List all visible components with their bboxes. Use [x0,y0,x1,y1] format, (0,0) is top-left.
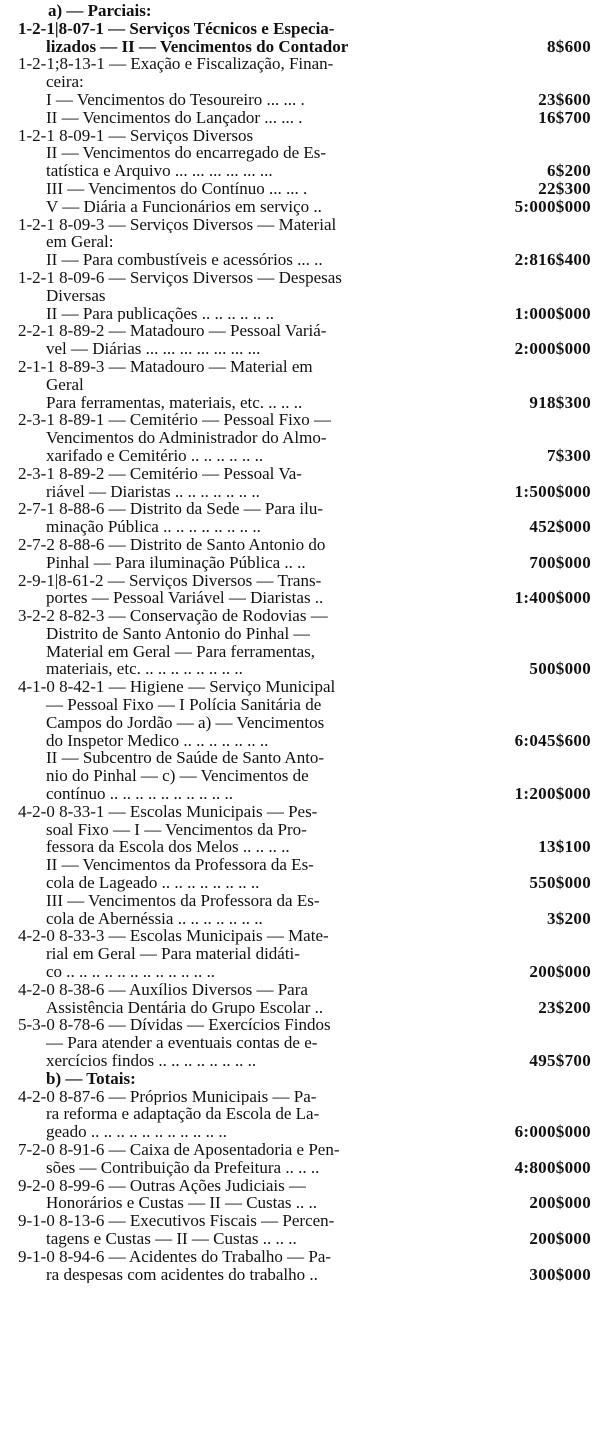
line-text: geado .. .. .. .. .. .. .. .. .. .. .. [46,1123,227,1141]
amount-value: 1:500$000 [514,482,591,501]
line-text: vel — Diárias ... ... ... ... ... ... ... [46,340,261,358]
budget-line [18,394,595,412]
line-text: riável — Diaristas .. .. .. .. .. .. .. [46,482,260,501]
line-text: — Para atender a eventuais contas de e- [46,1034,318,1053]
amount-value: 5:000$000 [514,197,591,216]
amount-value: 8$600 [547,37,591,56]
line-text: II — Subcentro de Saúde de Santo Anto- [46,749,325,768]
line-text: ra despesas com acidentes do trabalho .. [46,1265,318,1284]
line-text: 4-2-0 8-87-6 — Próprios Municipais — Pa- [18,1087,317,1106]
budget-line [18,1070,595,1088]
budget-line [18,589,595,607]
budget-line [18,625,595,643]
line-text: 4-2-0 8-38-6 — Auxílios Diversos — Para [18,980,308,999]
line-text: contínuo .. .. .. .. .. .. .. .. .. .. [46,785,233,803]
line-text: soal Fixo — I — Vencimentos da Pro- [46,820,307,839]
budget-line [18,1141,595,1159]
line-text: em Geral: [46,233,114,252]
budget-line [18,1123,595,1141]
amount-value: 700$000 [529,553,591,572]
line-text: II — Para combustíveis e acessórios ... .. [46,251,323,269]
line-text: 9-1-0 8-13-6 — Executivos Fiscais — Percen- [18,1212,335,1230]
line-text: III — Vencimentos do Contínuo ... ... . [46,179,308,198]
budget-line [18,1212,595,1230]
budget-line [18,945,595,963]
line-text: Campos do Jordão — a) — Vencimentos [46,713,325,732]
amount-value: 200$000 [529,1229,591,1248]
budget-line [18,500,595,518]
budget-line [18,554,595,572]
budget-line [18,144,595,162]
line-text: II — Para publicações .. .. .. .. .. .. [46,304,275,323]
line-text: 1-2-1 8-09-6 — Serviços Diversos — Despesas [18,268,342,287]
budget-line [18,803,595,821]
line-text: — Pessoal Fixo — I Polícia Sanitária de [46,696,322,714]
line-text: 7-2-0 8-91-6 — Caixa de Aposentadoria e Pen- [18,1141,340,1159]
line-text: 1-2-1 8-09-1 — Serviços Diversos [18,126,254,145]
line-text: sões — Contribuição da Prefeitura .. .. .. [46,1158,320,1177]
line-text: 1-2-1;8-13-1 — Exação e Fiscalização, Finan- [18,55,334,74]
line-text: 2-1-1 8-89-3 — Matadouro — Material em [18,357,313,376]
budget-line [18,643,595,661]
line-text: Geral [46,375,84,394]
budget-line [18,269,595,287]
line-text: lizados — II — Vencimentos do Contador [46,37,349,56]
line-text: Assistência Dentária do Grupo Escolar .. [46,998,324,1017]
line-text: 2-3-1 8-89-1 — Cemitério — Pessoal Fixo — [18,411,332,430]
line-text: tatística e Arquivo ... ... ... ... ... ... [46,162,273,180]
budget-line [18,767,595,785]
budget-line [18,287,595,305]
amount-value: 1:000$000 [514,304,591,323]
amount-value: 495$700 [529,1052,591,1070]
budget-line [18,1230,595,1248]
line-text: II — Vencimentos da Professora da Es- [46,856,314,875]
budget-line [18,127,595,145]
budget-line [18,198,595,216]
budget-line [18,874,595,892]
amount-value: 1:400$000 [514,589,591,608]
line-text: cola de Lageado .. .. .. .. .. .. .. .. [46,874,260,892]
budget-line [18,714,595,732]
budget-line [18,109,595,127]
budget-line [18,1194,595,1212]
budget-line [18,73,595,91]
budget-line [18,821,595,839]
line-text: nio do Pinhal — c) — Vencimentos de [46,767,309,786]
budget-line [18,927,595,945]
amount-value: 7$300 [547,446,591,465]
amount-value: 23$600 [538,90,591,109]
line-text: fessora da Escola dos Melos .. .. .. .. [46,838,290,857]
budget-line [18,1266,595,1284]
amount-value: 300$000 [529,1265,591,1284]
amount-value: 6$200 [547,162,591,180]
budget-line [18,180,595,198]
budget-line [18,322,595,340]
budget-line [18,785,595,803]
line-text: xarifado e Cemitério .. .. .. .. .. .. [46,446,264,465]
budget-line [18,1052,595,1070]
budget-line [18,572,595,590]
amount-value: 918$300 [529,393,591,412]
budget-line [18,251,595,269]
budget-line [18,1034,595,1052]
budget-line [18,465,595,483]
amount-value: 6:000$000 [514,1123,591,1141]
line-text: ra reforma e adaptação da Escola de La- [46,1105,320,1124]
amount-value: 4:800$000 [514,1158,591,1177]
line-text: 2-7-1 8-88-6 — Distrito da Sede — Para ilu- [18,500,323,519]
line-text: xercícios findos .. .. .. .. .. .. .. .. [46,1052,257,1070]
budget-line [18,910,595,928]
line-text: 2-3-1 8-89-2 — Cemitério — Pessoal Va- [18,464,302,483]
budget-line [18,1088,595,1106]
line-text: 4-2-0 8-33-3 — Escolas Municipais — Mate- [18,927,329,946]
budget-line [18,447,595,465]
budget-line [18,376,595,394]
line-text: Pinhal — Para iluminação Pública .. .. [46,553,306,572]
budget-line [18,732,595,750]
line-text: Honorários e Custas — II — Custas .. .. [46,1194,318,1213]
budget-line [18,1177,595,1195]
line-text: materiais, etc. .. .. .. .. .. .. .. .. [46,660,243,679]
budget-line [18,660,595,678]
line-text: 4-2-0 8-33-1 — Escolas Municipais — Pes- [18,802,318,821]
budget-line [18,91,595,109]
line-text: b) — Totais: [46,1069,136,1088]
budget-line [18,518,595,536]
amount-value: 200$000 [529,963,591,981]
budget-line [18,999,595,1017]
budget-line [18,981,595,999]
budget-line [18,1016,595,1034]
amount-value: 550$000 [529,874,591,892]
line-text: minação Pública .. .. .. .. .. .. .. .. [46,518,261,536]
line-text: Diversas [46,286,106,305]
budget-line [18,38,595,56]
line-text: 2-7-2 8-88-6 — Distrito de Santo Antonio do [18,535,326,554]
line-text: 2-9-1|8-61-2 — Serviços Diversos — Trans- [18,571,322,590]
budget-line [18,963,595,981]
line-text: 5-3-0 8-78-6 — Dívidas — Exercícios Findos [18,1016,331,1035]
line-text: tagens e Custas — II — Custas .. .. .. [46,1229,297,1248]
budget-line [18,696,595,714]
line-text: Material em Geral — Para ferramentas, [46,642,316,661]
line-text: II — Vencimentos do encarregado de Es- [46,144,327,163]
line-text: co .. .. .. .. .. .. .. .. .. .. .. .. [46,963,216,981]
budget-line [18,411,595,429]
budget-line [18,429,595,447]
line-text: 1-2-1|8-07-1 — Serviços Técnicos e Especia- [18,19,335,38]
amount-value: 16$700 [538,108,591,127]
line-text: Vencimentos do Administrador do Almo- [46,429,327,447]
line-text: portes — Pessoal Variável — Diaristas .. [46,589,324,608]
line-text: 9-1-0 8-94-6 — Acidentes do Trabalho — Pa- [18,1247,332,1266]
amount-value: 2:000$000 [514,340,591,358]
budget-line [18,1159,595,1177]
line-text: do Inspetor Medico .. .. .. .. .. .. .. [46,731,269,750]
budget-line [18,838,595,856]
line-text: a) — Parciais: [48,2,152,20]
line-text: cola de Abernéssia .. .. .. .. .. .. .. [46,909,263,928]
budget-line [18,358,595,376]
line-text: 3-2-2 8-82-3 — Conservação de Rodovias — [18,607,328,625]
budget-line [18,216,595,234]
line-text: Distrito de Santo Antonio do Pinhal — [46,624,311,643]
line-text: 2-2-1 8-89-2 — Matadouro — Pessoal Variá- [18,322,327,341]
amount-value: 2:816$400 [514,251,591,269]
line-text: 9-2-0 8-99-6 — Outras Ações Judiciais — [18,1176,307,1195]
budget-line [18,892,595,910]
budget-line [18,536,595,554]
amount-value: 13$100 [538,838,591,857]
budget-line [18,607,595,625]
line-text: II — Vencimentos do Lançador ... ... . [46,108,303,127]
budget-line [18,20,595,38]
line-text: Para ferramentas, materiais, etc. .. .. .. [46,393,303,412]
budget-line [18,1105,595,1123]
line-text: 1-2-1 8-09-3 — Serviços Diversos — Material [18,215,337,234]
budget-line [18,678,595,696]
amount-value: 1:200$000 [514,785,591,803]
amount-value: 6:045$600 [514,731,591,750]
budget-line [18,483,595,501]
line-text: III — Vencimentos da Professora da Es- [46,891,320,910]
amount-value: 452$000 [529,518,591,536]
line-text: rial em Geral — Para material didáti- [46,945,300,964]
budget-line [18,305,595,323]
amount-value: 500$000 [529,660,591,679]
budget-line [18,340,595,358]
amount-value: 3$200 [547,909,591,928]
amount-value: 200$000 [529,1194,591,1213]
budget-line [18,749,595,767]
budget-line [18,233,595,251]
amount-value: 23$200 [538,998,591,1017]
budget-line [18,856,595,874]
budget-line [18,2,595,20]
line-text: V — Diária a Funcionários em serviço .. [46,197,322,216]
budget-line [18,55,595,73]
line-text: ceira: [46,73,84,91]
line-text: 4-1-0 8-42-1 — Higiene — Serviço Municipal [18,678,336,697]
budget-line [18,162,595,180]
amount-value: 22$300 [538,179,591,198]
budget-line [18,1248,595,1266]
line-text: I — Vencimentos do Tesoureiro ... ... . [46,90,305,109]
